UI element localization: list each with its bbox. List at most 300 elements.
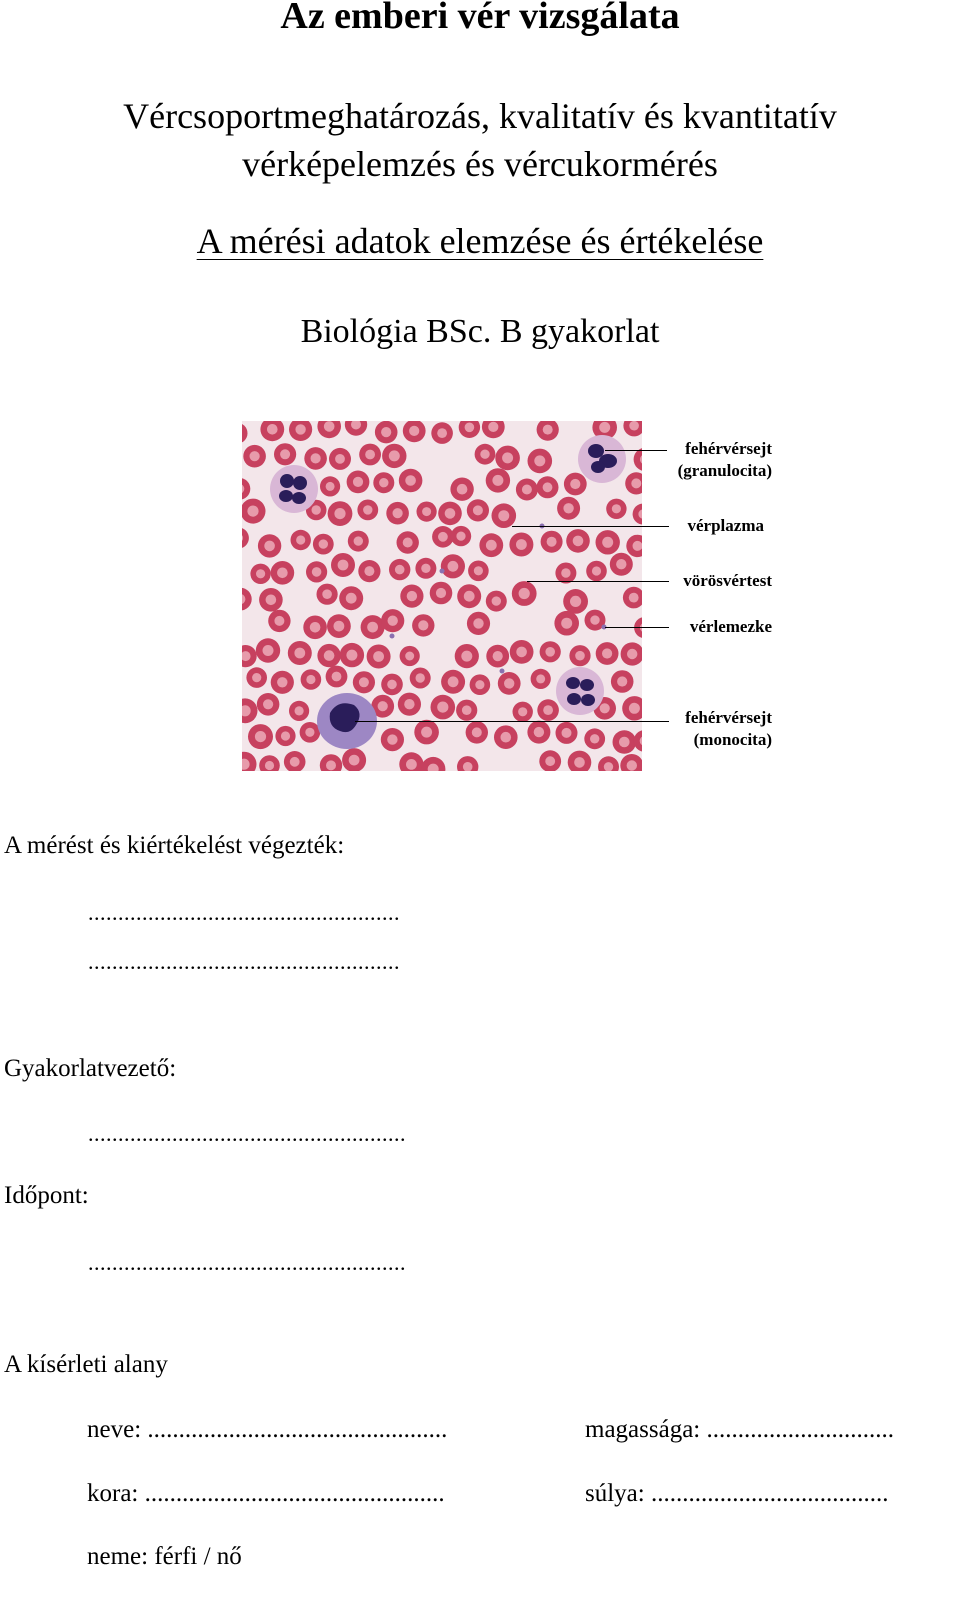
red-blood-cell-center [501, 732, 512, 743]
red-blood-cell-center [393, 508, 403, 518]
red-blood-cell-center [387, 680, 397, 690]
red-blood-cell [537, 699, 559, 721]
red-blood-cell-center [311, 453, 321, 463]
red-blood-cell-center [617, 676, 627, 686]
red-blood-cell-center [602, 537, 613, 548]
red-blood-cell-center [534, 455, 545, 466]
red-blood-cell-center [405, 475, 416, 486]
red-blood-cell [554, 611, 579, 636]
subject-label: A kísérleti alany [4, 1351, 168, 1378]
red-blood-cell [596, 530, 620, 554]
red-blood-cell [250, 564, 270, 584]
red-blood-cell [373, 472, 394, 493]
subject-name-field[interactable]: neve: ................................................ [87, 1416, 448, 1443]
red-blood-cell-center [338, 560, 349, 571]
red-blood-cell [415, 558, 436, 579]
red-blood-cell [326, 666, 348, 688]
red-blood-cell-center [388, 616, 398, 626]
red-blood-cell [531, 669, 551, 689]
red-blood-cell-center [498, 510, 509, 521]
subject-height-field[interactable]: magassága: .............................. [585, 1416, 894, 1443]
red-blood-cell [288, 641, 312, 665]
red-blood-cell [494, 725, 518, 749]
red-blood-cell [467, 499, 489, 521]
date-label: Időpont: [4, 1182, 89, 1209]
instructor-line[interactable]: ..................................................... [88, 1121, 406, 1146]
red-blood-cell-center [602, 648, 612, 658]
red-blood-cell [268, 610, 290, 632]
red-blood-cell-center [534, 727, 544, 737]
red-blood-cell [596, 642, 619, 665]
label-monocyte [642, 707, 772, 751]
red-blood-cell-center [416, 673, 425, 682]
red-blood-cell [537, 476, 559, 498]
red-blood-cell [457, 584, 481, 608]
red-blood-cell-center [590, 734, 599, 743]
performed-by-line-2[interactable]: .................................................... [88, 949, 400, 974]
red-blood-cell [320, 476, 340, 496]
red-blood-cell-center [353, 477, 363, 487]
red-blood-cell [495, 446, 520, 471]
red-blood-cell-center [475, 680, 484, 689]
red-blood-cell-center [389, 450, 400, 461]
red-blood-cell [556, 722, 578, 744]
red-blood-cell [479, 533, 503, 557]
subject-age-field[interactable]: kora: ................................................ [87, 1480, 445, 1507]
red-blood-cell [513, 702, 533, 722]
red-blood-cell [400, 646, 420, 666]
red-blood-cell-center [367, 622, 378, 633]
red-blood-cell [512, 581, 537, 606]
red-blood-cell [389, 559, 410, 580]
red-blood-cell [450, 478, 473, 501]
granulocyte-cytoplasm [556, 667, 604, 715]
red-blood-cell-center [381, 427, 391, 437]
red-blood-cell-center [395, 565, 405, 575]
red-blood-cell [527, 721, 550, 744]
red-blood-cell [347, 471, 370, 494]
red-blood-cell-center [504, 678, 514, 688]
nucleus-lobe [279, 490, 293, 502]
red-blood-cell [381, 609, 404, 632]
red-blood-cell [566, 529, 590, 553]
red-blood-cell-center [516, 539, 527, 550]
red-blood-cell [357, 500, 378, 521]
red-blood-cell [381, 674, 403, 696]
nucleus-lobe [566, 677, 580, 689]
red-blood-cell [451, 526, 471, 546]
red-blood-cell [386, 502, 409, 525]
red-blood-cell [541, 531, 563, 553]
red-blood-cell-center [445, 508, 456, 519]
red-blood-cell [291, 530, 311, 550]
subtitle-line-1: Vércsoportmeghatározás, kvalitatív és kvantitatív [123, 96, 837, 136]
red-blood-cell-center [406, 759, 417, 770]
red-blood-cell-center [543, 482, 553, 492]
red-blood-cell-center [326, 482, 335, 491]
red-blood-cell-center [296, 535, 305, 544]
red-blood-cell-center [516, 647, 527, 658]
red-blood-cell-center [488, 422, 498, 432]
red-blood-cell-center [373, 651, 384, 662]
nucleus-lobe [581, 694, 595, 706]
platelet [390, 634, 395, 639]
red-blood-cell [441, 670, 465, 694]
red-blood-cell [361, 615, 385, 639]
red-blood-cell-center [600, 703, 610, 713]
red-blood-cell-center [502, 452, 513, 463]
red-blood-cell-center [310, 622, 321, 633]
red-blood-cell-center [627, 649, 637, 659]
red-blood-cell [248, 724, 273, 749]
red-blood-cell-center [562, 728, 572, 738]
red-blood-cell-center [364, 566, 374, 576]
red-blood-cell [246, 667, 267, 688]
label-granulocyte-line-1: fehérvérsejt [685, 439, 772, 458]
red-blood-cell [367, 645, 391, 669]
red-blood-cell [327, 614, 351, 638]
red-blood-cell-center [573, 536, 584, 547]
red-blood-cell-center [334, 621, 345, 632]
red-blood-cell-center [334, 508, 345, 519]
red-blood-cell [516, 479, 538, 501]
pointer-line-monocyte [355, 721, 669, 722]
red-blood-cell-center [518, 707, 527, 716]
red-blood-cell [306, 561, 327, 582]
red-blood-cell [353, 671, 375, 693]
red-blood-cell-center [547, 537, 557, 547]
red-blood-cell [606, 499, 626, 519]
red-blood-cell-center [274, 616, 284, 626]
red-blood-cell [257, 693, 280, 716]
red-blood-cell [300, 722, 321, 743]
red-blood-cell-center [332, 672, 342, 682]
red-blood-cell-center [277, 677, 287, 687]
red-blood-cell-center [465, 423, 475, 433]
granulocyte-cytoplasm [270, 465, 318, 513]
nucleus-lobe [293, 476, 307, 490]
red-blood-cell-center [612, 504, 621, 513]
red-blood-cell [486, 468, 510, 492]
nucleus-lobe [280, 474, 294, 488]
red-blood-cell-center [448, 676, 459, 687]
document-title: Az emberi vér vizsgálata [280, 0, 680, 37]
red-blood-cell [258, 534, 281, 557]
red-blood-cell-center [629, 421, 639, 431]
red-blood-cell-center [404, 699, 414, 709]
red-blood-cell [329, 448, 351, 470]
red-blood-cell-center [631, 478, 641, 488]
red-blood-cell [431, 422, 453, 444]
red-blood-cell [304, 447, 327, 470]
red-blood-cell [359, 444, 381, 466]
blood-smear-micrograph [242, 421, 642, 771]
red-blood-cell-center [545, 647, 555, 657]
granulocyte-top-right [578, 435, 626, 483]
performed-by-line-1[interactable]: .................................................... [88, 900, 400, 925]
red-blood-cell-center [335, 454, 345, 464]
red-blood-cell-center [438, 532, 448, 542]
red-blood-cell-center [461, 651, 472, 662]
analysis-heading [0, 220, 960, 262]
red-blood-cell [398, 693, 421, 716]
red-blood-cell-center [346, 650, 357, 661]
label-platelet: vérlemezke [689, 617, 772, 636]
red-blood-cell-center [295, 706, 304, 715]
red-blood-cell-center [281, 731, 290, 740]
red-blood-cell-center [378, 701, 388, 711]
red-blood-cell [348, 531, 369, 552]
red-blood-cell-center [312, 567, 322, 577]
red-blood-cell-center [473, 505, 483, 515]
red-blood-cell [375, 421, 398, 443]
red-blood-cell-center [247, 506, 258, 517]
red-blood-cell [301, 669, 322, 690]
red-blood-cell [358, 560, 380, 582]
red-blood-cell-center [436, 588, 446, 598]
red-blood-cell-center [570, 479, 580, 489]
red-blood-cell-center [405, 652, 414, 661]
red-blood-cell-center [312, 505, 321, 514]
red-blood-cell-center [619, 737, 630, 748]
red-blood-cell [466, 721, 488, 743]
red-blood-cell [498, 672, 521, 695]
platelet [500, 669, 505, 674]
red-blood-cell [540, 641, 561, 662]
date-line[interactable]: ..................................................... [88, 1250, 406, 1275]
red-blood-cell [399, 469, 423, 493]
nucleus-lobe [292, 492, 306, 504]
red-blood-cell-center [492, 596, 501, 605]
red-blood-cell-center [462, 705, 472, 715]
subject-weight-field[interactable]: súlya: ...................................... [585, 1480, 889, 1507]
red-blood-cell-center [305, 728, 314, 737]
red-blood-cell [274, 443, 296, 465]
red-blood-cell [564, 473, 587, 496]
red-blood-cell-center [456, 532, 465, 541]
red-blood-cell [486, 645, 509, 668]
red-blood-cell [271, 671, 294, 694]
red-blood-cell-center [407, 591, 417, 601]
red-blood-cell-center [290, 757, 300, 767]
red-blood-cell [613, 730, 637, 754]
label-granulocyte-line-2: (granulocita) [677, 461, 772, 480]
red-blood-cell-center [629, 593, 639, 603]
red-blood-cell [381, 728, 404, 751]
red-blood-cell-center [409, 426, 419, 436]
red-blood-cell [431, 695, 456, 720]
red-blood-cell-center [256, 569, 265, 578]
red-blood-cell-center [387, 734, 397, 744]
red-blood-cell-center [319, 539, 328, 548]
red-blood-cell-center [379, 478, 388, 487]
red-blood-cell-center [437, 702, 448, 713]
red-blood-cell-center [629, 703, 640, 714]
red-blood-cell [492, 503, 517, 528]
red-blood-cell-center [474, 566, 483, 575]
red-blood-cell-center [536, 674, 545, 683]
red-blood-cell-center [448, 561, 459, 572]
red-blood-cell-center [519, 588, 530, 599]
red-blood-cell-center [421, 564, 430, 573]
red-blood-cell [342, 748, 366, 771]
red-blood-cell-center [522, 485, 532, 495]
label-rbc: vörösvértest [683, 571, 772, 590]
red-blood-cell-center [280, 449, 290, 459]
analysis-heading-text: A mérési adatok elemzése és értékelése [196, 221, 764, 261]
red-blood-cell-center [403, 538, 413, 548]
red-blood-cell [569, 645, 590, 666]
red-blood-cell [510, 640, 534, 664]
red-blood-cell-center [324, 650, 335, 661]
red-blood-cell [432, 526, 454, 548]
red-blood-cell-center [627, 760, 637, 770]
red-blood-cell-center [616, 559, 626, 569]
red-blood-cell [414, 720, 439, 745]
red-blood-cell-center [418, 620, 428, 630]
red-blood-cell-center [277, 568, 288, 579]
red-blood-cell-center [326, 760, 336, 770]
red-blood-cell [275, 726, 295, 746]
red-blood-cell [259, 588, 283, 612]
red-blood-cell [467, 612, 490, 635]
red-blood-cell [382, 444, 406, 468]
red-blood-cell-center [266, 595, 277, 606]
red-blood-cell-center [590, 615, 599, 624]
red-blood-cell-center [486, 540, 497, 551]
nucleus-lobe [567, 693, 581, 705]
granulocyte-lower-right [556, 667, 604, 715]
nucleus-lobe [588, 444, 604, 458]
red-blood-cell-center [422, 507, 431, 516]
nucleus-lobe [591, 461, 605, 473]
red-blood-cell-center [322, 589, 332, 599]
red-blood-cell-center [570, 596, 581, 607]
red-blood-cell [317, 584, 338, 605]
label-monocyte-line-2: (monocita) [693, 730, 772, 749]
red-blood-cell [475, 444, 496, 465]
red-blood-cell-center [263, 645, 274, 656]
red-blood-cell-center [255, 731, 266, 742]
red-blood-cell [557, 497, 580, 520]
blood-smear-figure [242, 421, 772, 771]
red-blood-cell-center [561, 618, 572, 629]
red-blood-cell-center [349, 755, 360, 766]
red-blood-cell-center [492, 475, 503, 486]
instructor-label: Gyakorlatvezető: [4, 1055, 177, 1082]
red-blood-cell [509, 533, 533, 557]
red-blood-cell [584, 728, 605, 749]
red-blood-cell [256, 638, 280, 662]
red-blood-cell-center [574, 757, 585, 768]
red-blood-cell-center [421, 727, 432, 738]
label-granulocyte [642, 438, 772, 482]
red-blood-cell-center [545, 756, 555, 766]
red-blood-cell-center [437, 428, 447, 438]
red-blood-cell-center [346, 593, 357, 604]
red-blood-cell [441, 554, 465, 578]
red-blood-cell-center [473, 618, 483, 628]
red-blood-cell [243, 445, 266, 468]
red-blood-cell [528, 449, 553, 474]
red-blood-cell [586, 561, 607, 582]
red-blood-cell [400, 585, 423, 608]
red-blood-cell [417, 502, 437, 522]
red-blood-cell-center [457, 484, 468, 495]
red-blood-cell [470, 674, 491, 695]
red-blood-cell-center [599, 422, 610, 433]
subject-sex-field[interactable]: neme: férfi / nő [87, 1543, 242, 1570]
red-blood-cell-center [575, 651, 585, 661]
red-blood-cell-center [264, 541, 275, 552]
red-blood-cell-center [267, 424, 278, 435]
red-blood-cell-center [250, 451, 260, 461]
red-blood-cell [430, 582, 453, 605]
red-blood-cell-center [324, 421, 335, 432]
red-blood-cell [468, 561, 489, 582]
label-monocyte-line-1: fehérvérsejt [685, 708, 772, 727]
red-blood-cell-center [265, 761, 274, 770]
red-blood-cell [397, 531, 419, 553]
red-blood-cell-center [363, 505, 372, 514]
red-blood-cell [289, 701, 309, 721]
red-blood-cell [486, 591, 507, 612]
red-blood-cell [438, 502, 462, 526]
red-blood-cell [610, 553, 633, 576]
course-name: Biológia BSc. B gyakorlat [300, 313, 660, 350]
red-blood-cell-center [294, 648, 305, 659]
red-blood-cell-center [472, 727, 482, 737]
red-blood-cell-center [306, 675, 315, 684]
platelet [440, 569, 445, 574]
performed-by-label: A mérést és kiértékelést végezték: [4, 832, 345, 859]
red-blood-cell-center [263, 699, 273, 709]
nucleus-lobe [580, 679, 594, 691]
red-blood-cell-center [493, 651, 503, 661]
red-blood-cell [339, 586, 363, 610]
red-blood-cell-center [592, 566, 601, 575]
red-blood-cell [317, 644, 340, 667]
red-blood-cell-center [359, 677, 369, 687]
red-blood-cell [412, 614, 434, 636]
red-blood-cell-center [543, 705, 553, 715]
red-blood-cell [410, 668, 431, 689]
red-blood-cell [455, 644, 479, 668]
red-blood-cell [328, 501, 353, 526]
red-blood-cell-center [563, 503, 573, 513]
red-blood-cell [456, 700, 477, 721]
red-blood-cell-center [480, 450, 489, 459]
red-blood-cell [271, 561, 295, 585]
subtitle-line-2: vérképelemzés és vércukormérés [242, 144, 718, 184]
red-blood-cell-center [464, 591, 475, 602]
red-blood-cell [331, 553, 355, 577]
red-blood-cell [303, 616, 327, 640]
red-blood-cell-center [354, 536, 363, 545]
red-blood-cell-center [252, 673, 261, 682]
red-blood-cell [340, 643, 364, 667]
red-blood-cell-center [561, 568, 570, 577]
red-blood-cell-center [543, 425, 553, 435]
granulocyte-top-left [270, 465, 318, 513]
red-blood-cell [563, 589, 588, 614]
document-subtitle [0, 92, 960, 188]
label-plasma: vérplazma [687, 516, 764, 535]
red-blood-cell [313, 534, 334, 555]
red-blood-cell-center [295, 424, 305, 434]
red-blood-cell-center [365, 450, 375, 460]
red-blood-cell [611, 670, 634, 693]
